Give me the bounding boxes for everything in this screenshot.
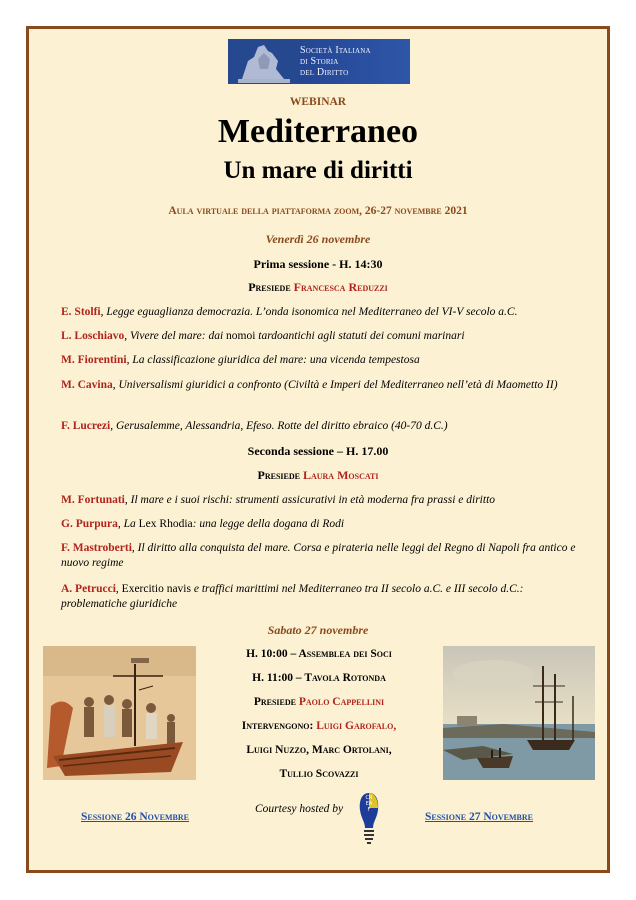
talk-item: M. Fortunati, Il mare e i suoi rischi: strumenti assicurativi in età moderna fra prassi e diritto (61, 494, 496, 506)
talk-title-part: Gerusalemme, Alessandria, Efeso. Rotte del diritto ebraico (40-70 d.C.) (115, 420, 448, 432)
speaker-name: M. Fortunati (61, 494, 125, 506)
talk-title-part: Exercitio navis (121, 583, 191, 595)
chair-name: Paolo Cappellini (298, 696, 385, 708)
venue-line: Aula virtuale della piattaforma zoom, 26-27 novembre 2021 (168, 205, 468, 217)
talk-title-part: tardoantichi agli statuti dei comuni marinari (255, 330, 465, 342)
speakers-label: Intervengono: (241, 720, 314, 732)
talk-item: F. Mastroberti, Il diritto alla conquista del mare. Corsa e pirateria nelle leggi del Regno di Napoli fra antico e nuovo regime (61, 542, 576, 569)
day1-date: Venerdì 26 novembre (265, 232, 371, 246)
day2-chair (219, 696, 419, 708)
webinar-label: WEBINAR (289, 96, 347, 108)
talk-item: L. Loschiavo, Vivere del mare: dai nomoi tardoantichi agli statuti dei comuni marinari (61, 330, 465, 342)
talk-item: M. Cavina, Universalismi giuridici a confronto (Civiltà e Imperi del Mediterraneo nell’età di Maometto II) (61, 379, 558, 391)
session-27-link[interactable]: Sessione 27 Novembre (425, 811, 533, 823)
statue-emblem-icon (228, 39, 300, 84)
logo-line: di Storia (300, 56, 339, 67)
talk-title-part: Lex Rhodia (138, 518, 193, 530)
speakers-line: Tullio Scovazzi (279, 768, 359, 780)
talk-item: M. Fiorentini, La classificazione giuridica del mare: una vicenda tempestosa (61, 354, 420, 366)
talk-title-part: Legge eguaglianza democrazia. L’onda isonomica nel Mediterraneo del VI-V secolo a.C. (106, 306, 518, 318)
talk-title-part: La (123, 518, 139, 530)
speaker-name: L. Loschiavo (61, 330, 125, 342)
talk-title-part: Il mare e i suoi rischi: strumenti assicurativi in età moderna fra prassi e diritto (130, 494, 496, 506)
day2-item: H. 10:00 – Assemblea dei Soci (246, 648, 392, 660)
chair-label: Presiede (248, 280, 291, 294)
talk-title-part: nomoi (226, 330, 256, 342)
chair-name: Laura Moscati (302, 468, 379, 482)
speaker-name: M. Fiorentini (61, 354, 127, 366)
talk-title-part: Il diritto alla conquista del mare. Corsa e pirateria nelle leggi del Regno di Napoli fra antico e nuovo regime (61, 542, 576, 569)
creaf-bulb-logo (357, 792, 381, 850)
speaker-name: A. Petrucci (61, 583, 116, 595)
logo-line: Società Italiana (300, 45, 371, 56)
talk-item: A. Petrucci, Exercitio navis e traffici marittimi nel Mediterraneo tra II secolo a.C. e III secolo d.C.: problematiche giuridiche (61, 583, 524, 610)
society-name (300, 45, 371, 78)
speaker-name: F. Mastroberti (61, 542, 132, 554)
talk-title-part: Vivere del mare: dai (130, 330, 227, 342)
bulb-letters: CREAF (365, 795, 373, 813)
talk-title-part: e traffici marittimi nel Mediterraneo tra II secolo a.C. e III secolo d.C.: problematiche giuridiche (61, 583, 524, 610)
speaker-name: M. Cavina (61, 379, 113, 391)
ancient-ship-fresco (43, 646, 196, 780)
poster-frame (26, 26, 610, 873)
logo-line: del Diritto (300, 67, 349, 78)
speaker-name: F. Lucrezi (61, 420, 111, 432)
chair-name: Francesca Reduzzi (293, 280, 388, 294)
speakers-line: Luigi Garofalo, (316, 720, 397, 732)
speakers-line: Luigi Nuzzo, Marc Ortolani, (246, 744, 392, 756)
speaker-name: G. Purpura (61, 518, 118, 530)
talk-title-part: : una legge della dogana di Rodi (192, 518, 345, 530)
day2-date: Sabato 27 novembre (267, 623, 369, 637)
talk-item: F. Lucrezi, Gerusalemme, Alessandria, Efeso. Rotte del diritto ebraico (40-70 d.C.) (61, 420, 448, 432)
session-26-link[interactable]: Sessione 26 Novembre (81, 811, 189, 823)
session1-heading: Prima sessione - H. 14:30 (253, 257, 383, 271)
society-logo (228, 39, 410, 84)
day2-item: H. 11:00 – Tavola Rotonda (252, 672, 386, 684)
session2-heading: Seconda sessione – H. 17.00 (247, 444, 389, 458)
session1-chair (29, 280, 607, 295)
talk-title-part: La classificazione giuridica del mare: una vicenda tempestosa (132, 354, 420, 366)
courtesy-text: Courtesy hosted by (255, 803, 344, 815)
harbor-painting (443, 646, 595, 780)
chair-label: Presiede (257, 468, 300, 482)
talk-item: G. Purpura, La Lex Rhodia: una legge della dogana di Rodi (61, 518, 345, 530)
talk-title-part: Universalismi giuridici a confronto (Civiltà e Imperi del Mediterraneo nell’età di Maometto II) (118, 379, 558, 391)
talk-item: E. Stolfi, Legge eguaglianza democrazia. L’onda isonomica nel Mediterraneo del VI-V secolo a.C. (61, 306, 518, 318)
event-subtitle: Un mare di diritti (223, 157, 413, 184)
session2-chair (29, 468, 607, 483)
day2-speakers (219, 720, 419, 732)
speaker-name: E. Stolfi (61, 306, 101, 318)
chair-label: Presiede (253, 696, 296, 708)
event-title: Mediterraneo (217, 113, 419, 150)
